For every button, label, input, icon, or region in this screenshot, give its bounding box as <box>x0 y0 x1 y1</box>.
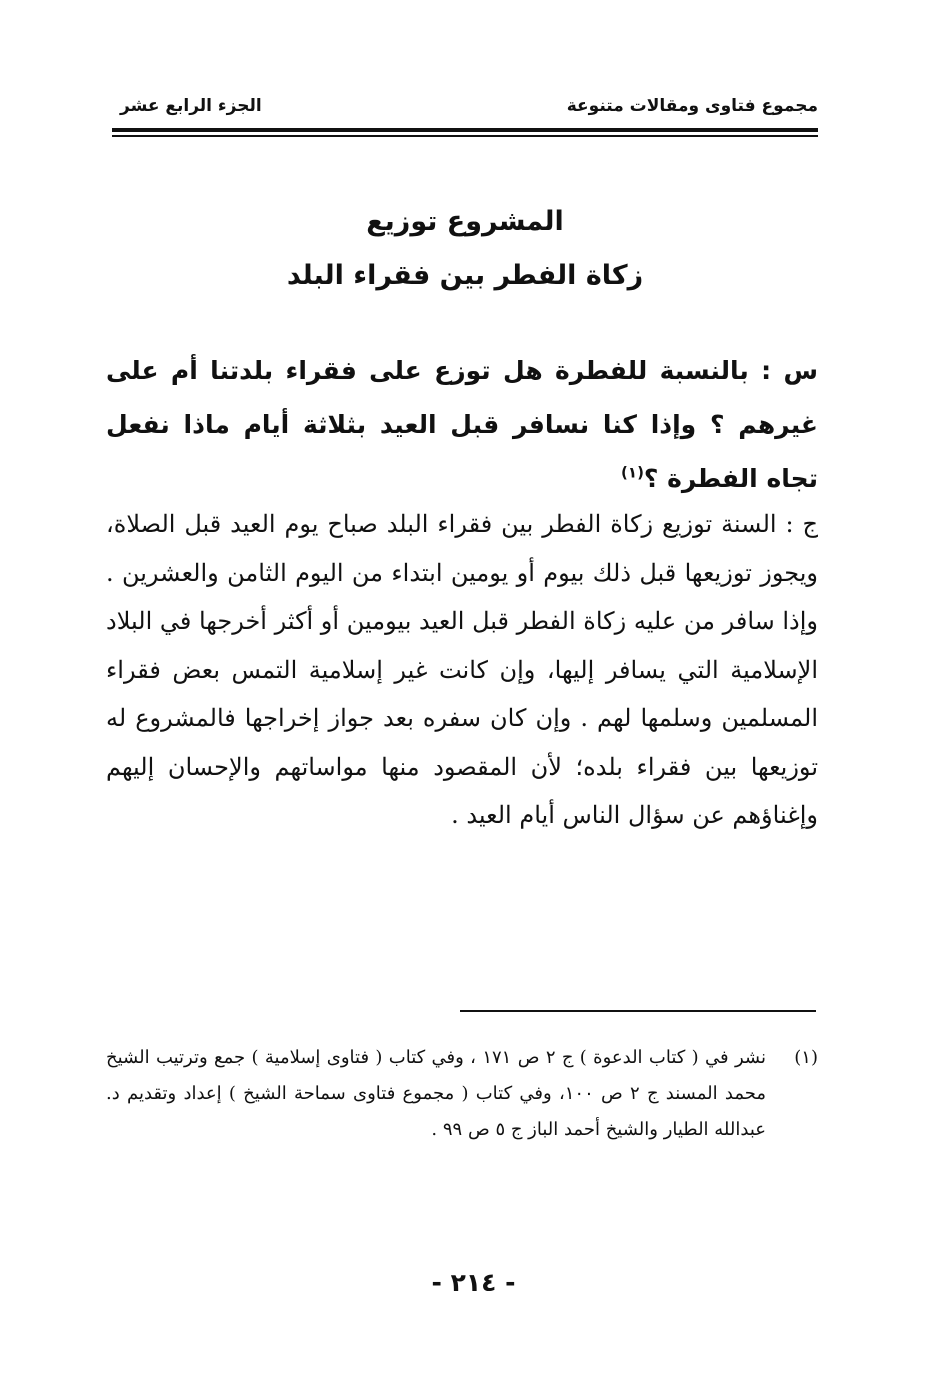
header-rule-thick <box>112 128 818 132</box>
answer-paragraph <box>106 500 818 840</box>
section-title <box>112 195 818 303</box>
running-header <box>112 96 818 126</box>
footnote-marker: (١) <box>794 1047 818 1068</box>
footnote-text: نشر في ( كتاب الدعوة ) ج ٢ ص ١٧١ ، وفي كتاب ( فتاوى إسلامية ) جمع وترتيب الشيخ محمد المسند ج ٢ ص ١٠٠، وفي كتاب ( مجموع فتاوى سماحة الشيخ ) إعداد وتقديم د. عبدالله الطيار والشيخ أحمد الباز ج ٥ ص ٩٩ . <box>106 1047 766 1140</box>
section-title-line-2: زكاة الفطر بين فقراء البلد <box>286 260 644 291</box>
footnote-item <box>106 1040 818 1148</box>
answer-text: ج : السنة توزيع زكاة الفطر بين فقراء البلد صباح يوم العيد قبل الصلاة، ويجوز توزيعها قبل ذلك بيوم أو يومين ابتداء من اليوم الثامن والعشرين . وإذا سافر من عليه زكاة الفطر قبل العيد بيومين أو أكثر أخرجها في البلاد الإسلامية التي يسافر إليها، وإن كانت غير إسلامية التمس بعض فقراء المسلمين وسلمها لهم . وإن كان سفره بعد جواز إخراجها فالمشروع له توزيعها بين فقراء بلده؛ لأن المقصود منها مواساتهم والإحسان إليهم وإغناؤهم عن سؤال الناس أيام العيد . <box>106 510 818 829</box>
question-text: س : بالنسبة للفطرة هل توزع على فقراء بلدتنا أم على غيرهم ؟ وإذا كنا نسافر قبل العيد بثلاثة أيام ماذا نفعل تجاه الفطرة ؟ <box>106 356 818 493</box>
volume-label: الجزء الرابع عشر <box>120 96 262 116</box>
footnote-reference: (١) <box>621 463 644 482</box>
section-title-line-1: المشروع توزيع <box>366 206 564 237</box>
header-rule-thin <box>112 135 818 137</box>
footnotes <box>106 1040 818 1148</box>
book-title: مجموع فتاوى ومقالات متنوعة <box>566 96 818 116</box>
page-number: - ٢١٤ - <box>431 1268 516 1297</box>
question-paragraph <box>106 344 818 506</box>
footnote-separator <box>460 1010 816 1012</box>
